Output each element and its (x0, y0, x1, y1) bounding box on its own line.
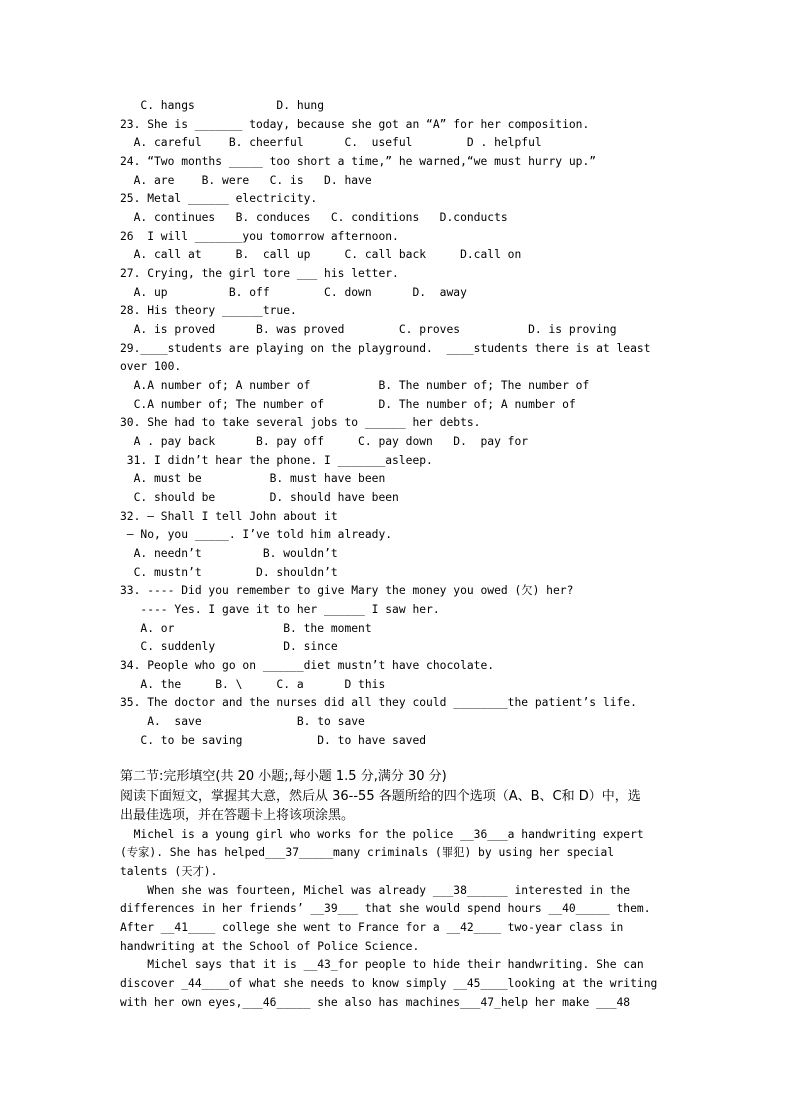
q29-options-ab: A.A number of; A number of B. The number of; The number of (120, 379, 590, 392)
passage-line-8: Michel says that it is __43_for people to hide their handwriting. She can (120, 958, 644, 971)
q25-options: A. continues B. conduces C. conditions D.conducts (120, 211, 508, 224)
question-25: 25. Metal ______ electricity. (120, 192, 318, 205)
question-24: 24. “Two months _____ too short a time,” he warned,“we must hurry up.” (120, 155, 597, 168)
q32-options-ab: A. needn’t B. wouldn’t (120, 547, 338, 560)
question-28: 28. His theory ______true. (120, 304, 297, 317)
section-instructions-cont: 出最佳选项，并在答题卡上将该项涂黑。 (120, 808, 355, 823)
q24-options: A. are B. were C. is D. have (120, 174, 372, 187)
q22-options: C. hangs D. hung (120, 99, 325, 112)
q30-options: A . pay back B. pay off C. pay down D. pay for (120, 435, 529, 448)
q33-options-ab: A. or B. the moment (120, 622, 372, 635)
section-title: 第二节:完形填空(共 20 小题;,每小题 1.5 分,满分 30 分) (120, 769, 447, 784)
question-33: 33. ---- Did you remember to give Mary the money you owed (欠) her? (120, 584, 574, 597)
question-23: 23. She is _______ today, because she got an “A” for her composition. (120, 118, 590, 131)
passage-line-7: handwriting at the School of Police Science. (120, 940, 420, 953)
passage-line-6: After __41____ college she went to France for a __42____ two-year class in (120, 921, 624, 934)
question-29-cont: over 100. (120, 360, 182, 373)
q35-options-ab: A. save B. to save (120, 715, 365, 728)
question-27: 27. Crying, the girl tore ___ his letter. (120, 267, 399, 280)
q28-options: A. is proved B. was proved C. proves D. is proving (120, 323, 617, 336)
q32-options-cd: C. mustn’t D. shouldn’t (120, 566, 338, 579)
passage-line-5: differences in her friends’ __39___ that she would spend hours __40_____ them. (120, 902, 651, 915)
question-31: 31. I didn’t hear the phone. I _______asleep. (120, 454, 433, 467)
q33-options-cd: C. suddenly D. since (120, 640, 338, 653)
q26-options: A. call at B. call up C. call back D.call on (120, 248, 522, 261)
passage-line-9: discover _44____of what she needs to know simply __45____looking at the writing (120, 977, 658, 990)
question-29: 29.____students are playing on the playground. ____students there is at least (120, 342, 651, 355)
q23-options: A. careful B. cheerful C. useful D . helpful (120, 136, 542, 149)
q31-options-ab: A. must be B. must have been (120, 472, 386, 485)
q35-options-cd: C. to be saving D. to have saved (120, 734, 427, 747)
question-35: 35. The doctor and the nurses did all they could ________the patient’s life. (120, 696, 637, 709)
q29-options-cd: C.A number of; The number of D. The number of; A number of (120, 398, 576, 411)
question-33-reply: ---- Yes. I gave it to her ______ I saw her. (120, 603, 440, 616)
question-34: 34. People who go on ______diet mustn’t have chocolate. (120, 659, 495, 672)
q27-options: A. up B. off C. down D. away (120, 286, 467, 299)
question-32: 32. — Shall I tell John about it (120, 510, 338, 523)
passage-line-3: talents (天才). (120, 865, 218, 878)
section-instructions: 阅读下面短文，掌握其大意，然后从 36--55 各题所给的四个选项（A、B、C和 D）中，选 (120, 789, 641, 804)
passage-line-4: When she was fourteen, Michel was already ___38______ interested in the (120, 884, 631, 897)
passage-line-1: Michel is a young girl who works for the police __36___a handwriting expert (120, 828, 644, 841)
q31-options-cd: C. should be D. should have been (120, 491, 399, 504)
question-30: 30. She had to take several jobs to ______ her debts. (120, 416, 481, 429)
question-32-reply: — No, you _____. I’ve told him already. (120, 528, 393, 541)
question-26: 26 I will _______you tomorrow afternoon. (120, 230, 399, 243)
q34-options: A. the B. \ C. a D this (120, 678, 386, 691)
passage-line-10: with her own eyes,___46_____ she also has machines___47_help her make ___48 (120, 996, 631, 1009)
passage-line-2: (专家). She has helped___37_____many criminals (罪犯) by using her special (120, 846, 615, 859)
